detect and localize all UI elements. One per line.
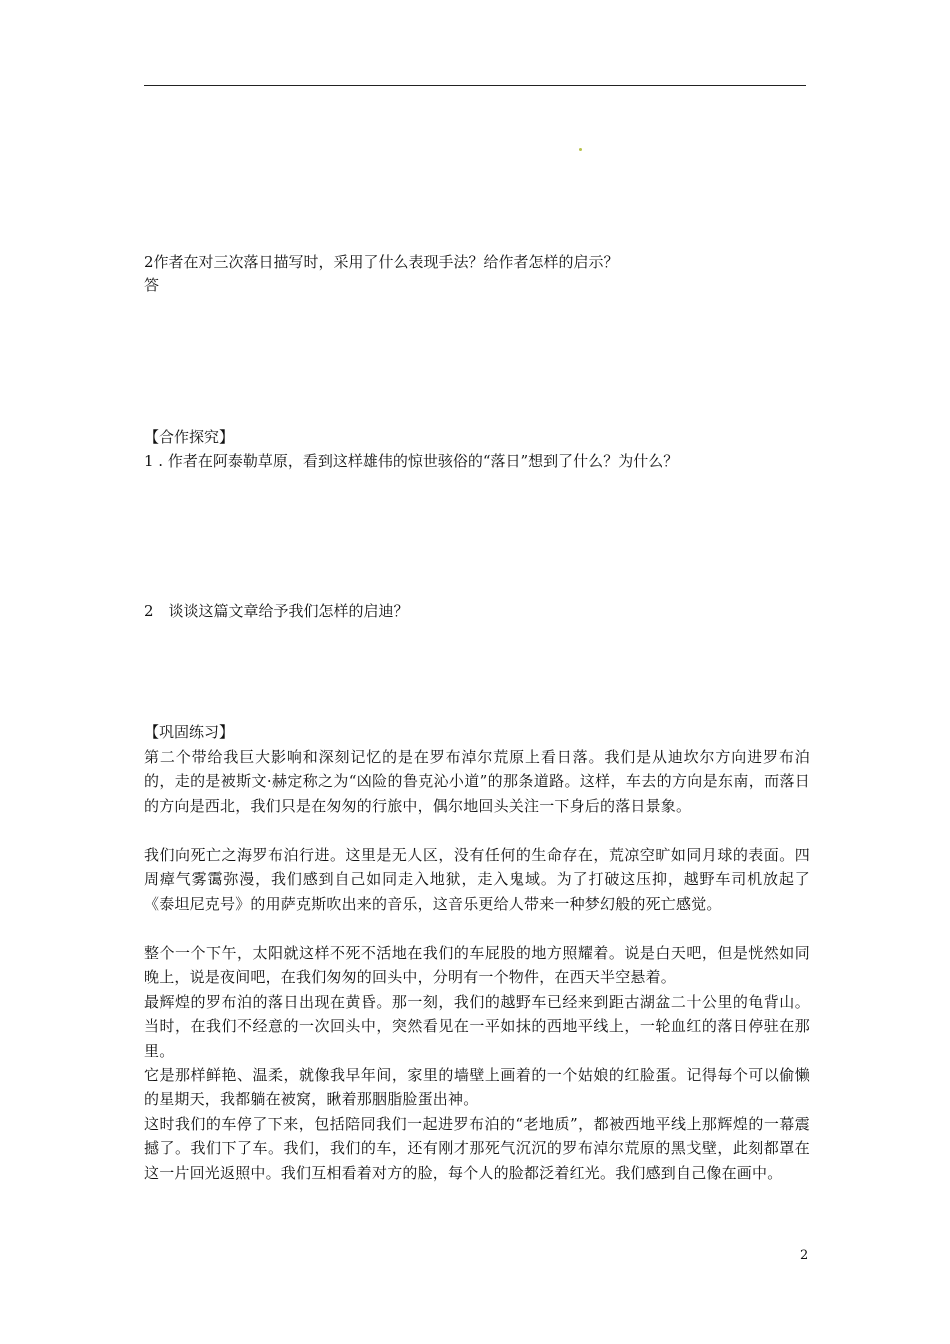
answer-label: 答	[144, 276, 160, 294]
practice-paragraph-1: 第二个带给我巨大影响和深刻记忆的是在罗布淖尔荒原上看日落。我们是从迪坎尔方向进罗布泊的，走的是被斯文·赫定称之为“凶险的鲁克沁小道”的那条道路。这样，车去的方向是东南，而落日的方向是西北，我们只是在匆匆的行旅中，偶尔地回头关注一下身后的落日景象。	[144, 748, 810, 815]
practice-paragraph-4: 最辉煌的罗布泊的落日出现在黄昏。那一刻，我们的越野车已经来到距古湖盆二十公里的龟背山。当时，在我们不经意的一次回头中，突然看见在一平如抹的西地平线上，一轮血红的落日停驻在那里。	[144, 993, 810, 1060]
cooperative-question-1: 1 . 作者在阿泰勒草原，看到这样雄伟的惊世骇俗的“落日”想到了什么？为什么？	[144, 452, 679, 470]
page-number: 2	[800, 1248, 809, 1263]
practice-paragraph-5: 它是那样鲜艳、温柔，就像我早年间，家里的墙壁上画着的一个姑娘的红脸蛋。记得每个可以偷懒的星期天，我都躺在被窝，瞅着那胭脂脸蛋出神。	[144, 1066, 810, 1109]
cooperative-question-2: 2 谈谈这篇文章给予我们怎样的启迪？	[144, 602, 409, 620]
practice-paragraph-2: 我们向死亡之海罗布泊行进。这里是无人区，没有任何的生命存在，荒凉空旷如同月球的表面。四周瘴气雾霭弥漫，我们感到自己如同走入地狱，走入鬼域。为了打破这压抑，越野车司机放起了《泰坦尼克号》的用萨克斯吹出来的音乐，这音乐更给人带来一种梦幻般的死亡感觉。	[144, 846, 810, 913]
practice-paragraph-6: 这时我们的车停了下来，包括陪同我们一起进罗布泊的“老地质”，都被西地平线上那辉煌的一幕震撼了。我们下了车。我们，我们的车，还有刚才那死气沉沉的罗布淖尔荒原的黑戈壁，此刻都罩在这一片回光返照中。我们互相看着对方的脸，每个人的脸都泛着红光。我们感到自己像在画中。	[144, 1115, 810, 1182]
question-2: 2作者在对三次落日描写时，采用了什么表现手法？给作者怎样的启示？	[144, 253, 619, 271]
practice-paragraph-3: 整个一个下午，太阳就这样不死不活地在我们的车屁股的地方照耀着。说是白天吧，但是恍然如同晚上，说是夜间吧，在我们匆匆的回头中，分明有一个物件，在西天半空悬着。	[144, 944, 810, 987]
cooperative-heading: 【合作探究】	[144, 428, 235, 446]
stray-dot	[579, 148, 582, 151]
header-rule	[144, 85, 806, 86]
practice-heading: 【巩固练习】	[144, 723, 235, 741]
